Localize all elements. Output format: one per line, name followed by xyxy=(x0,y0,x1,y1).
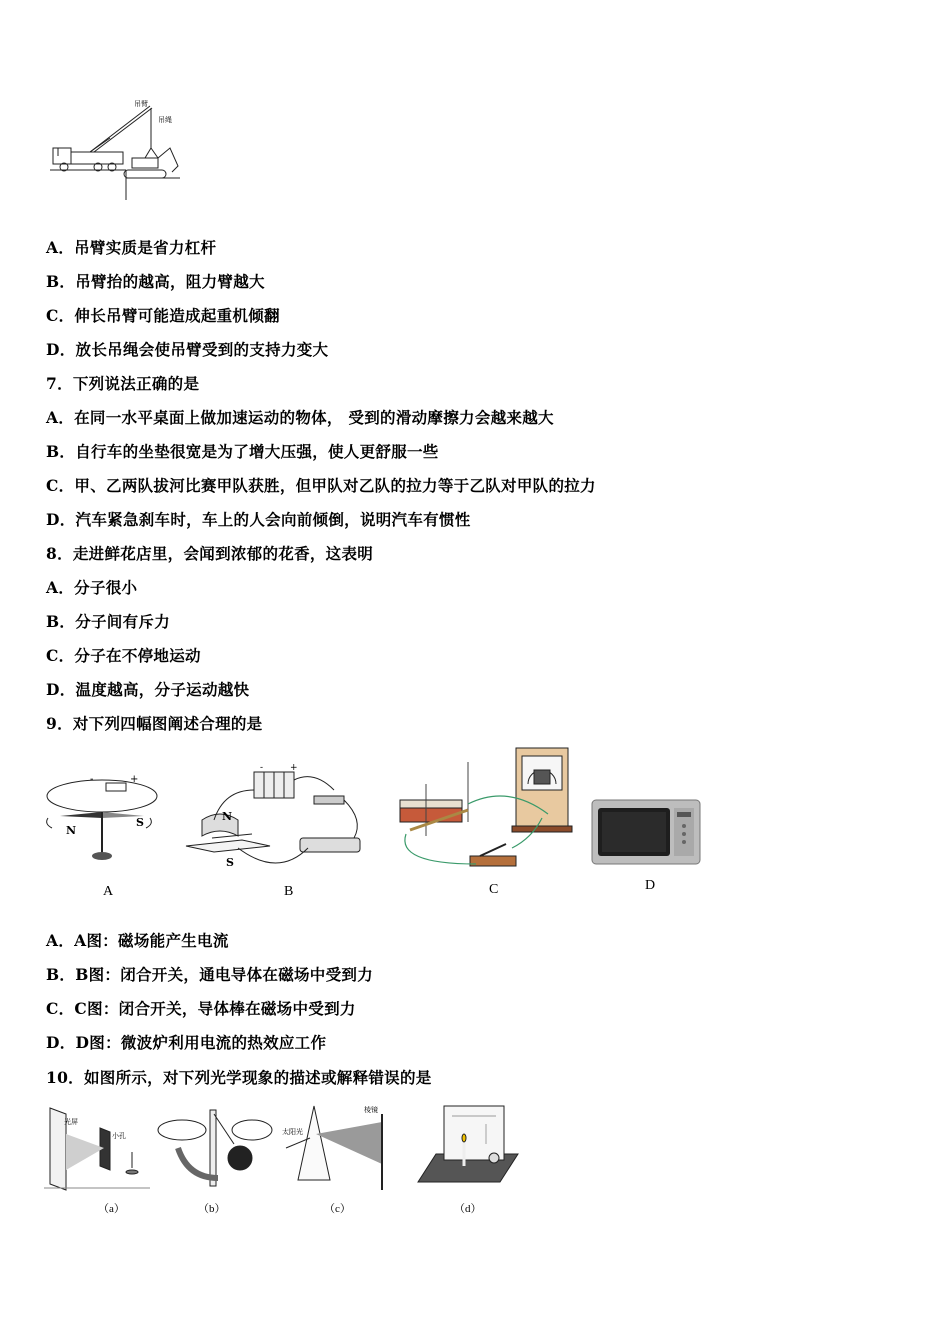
q7-option-d: D．汽车紧急刹车时，车上的人会向前倾倒，说明汽车有惯性 xyxy=(46,510,471,529)
fig-b-plus: + xyxy=(290,763,298,773)
fig-b-south: S xyxy=(226,856,234,869)
q10-label-c: （c） xyxy=(324,1203,351,1215)
q10-label-b: （b） xyxy=(198,1203,226,1215)
q10-figure-b xyxy=(154,1104,274,1194)
fig10a-screen-label: 光屏 xyxy=(64,1118,78,1126)
q10-figure-a xyxy=(44,1104,154,1194)
q9-figure-a xyxy=(40,768,170,868)
fig-b-north: N xyxy=(222,810,233,823)
q9-option-a: A．A图：磁场能产生电流 xyxy=(46,931,229,950)
q8-option-d: D．温度越高，分子运动越快 xyxy=(46,680,250,699)
fig-a-south: S xyxy=(136,816,144,829)
crane-rope-label: 吊绳 xyxy=(158,116,172,124)
q7-option-a: A．在同一水平桌面上做加速运动的物体， 受到的滑动摩擦力会越来越大 xyxy=(46,408,554,427)
q9-figure-c xyxy=(396,744,578,879)
crane-figure xyxy=(50,96,185,201)
q10-label-a: （a） xyxy=(98,1203,125,1215)
q8-option-a: A．分子很小 xyxy=(46,578,138,597)
fig-a-minus: - xyxy=(90,774,94,785)
fig10c-sunlight-label: 太阳光 xyxy=(282,1128,303,1136)
q6-option-d: D．放长吊绳会使吊臂受到的支持力变大 xyxy=(46,340,329,359)
fig-a-plus: + xyxy=(130,774,139,785)
q6-option-b: B．吊臂抬的越高，阻力臂越大 xyxy=(46,272,265,291)
q9-option-b: B．B图：闭合开关，通电导体在磁场中受到力 xyxy=(46,965,374,984)
q8-stem: 8．走进鲜花店里，会闻到浓郁的花香，这表明 xyxy=(46,544,374,563)
q9-label-a: A xyxy=(103,884,114,899)
q9-figure-b xyxy=(182,760,367,875)
q9-option-c: C．C图：闭合开关，导体棒在磁场中受到力 xyxy=(46,999,356,1018)
crane-arm-label: 吊臂 xyxy=(134,100,148,108)
q8-option-b: B．分子间有斥力 xyxy=(46,612,171,631)
q9-stem: 9．对下列四幅图阐述合理的是 xyxy=(46,714,263,733)
fig10a-hole-label: 小孔 xyxy=(112,1132,126,1140)
q10-figure-d xyxy=(412,1100,522,1190)
q9-label-b: B xyxy=(284,884,294,899)
q7-stem: 7．下列说法正确的是 xyxy=(46,374,200,393)
fig-a-north: N xyxy=(66,824,77,837)
q10-figure-c xyxy=(282,1104,392,1194)
q9-figure-d xyxy=(590,798,702,866)
q6-option-c: C．伸长吊臂可能造成起重机倾翻 xyxy=(46,306,280,325)
q6-option-a: A．吊臂实质是省力杠杆 xyxy=(46,238,217,257)
q8-option-c: C．分子在不停地运动 xyxy=(46,646,201,665)
q9-label-d: D xyxy=(645,878,656,893)
fig10c-prism-label: 棱镜 xyxy=(364,1106,378,1114)
q7-option-b: B．自行车的坐垫很宽是为了增大压强，使人更舒服一些 xyxy=(46,442,439,461)
q10-stem: 10．如图所示，对下列光学现象的描述或解释错误的是 xyxy=(46,1068,432,1087)
fig-b-minus: - xyxy=(260,763,264,773)
q9-option-d: D．D图：微波炉利用电流的热效应工作 xyxy=(46,1033,327,1052)
q7-option-c: C．甲、乙两队拔河比赛甲队获胜，但甲队对乙队的拉力等于乙队对甲队的拉力 xyxy=(46,476,596,495)
q10-label-d: （d） xyxy=(454,1203,482,1215)
q9-label-c: C xyxy=(489,882,499,897)
